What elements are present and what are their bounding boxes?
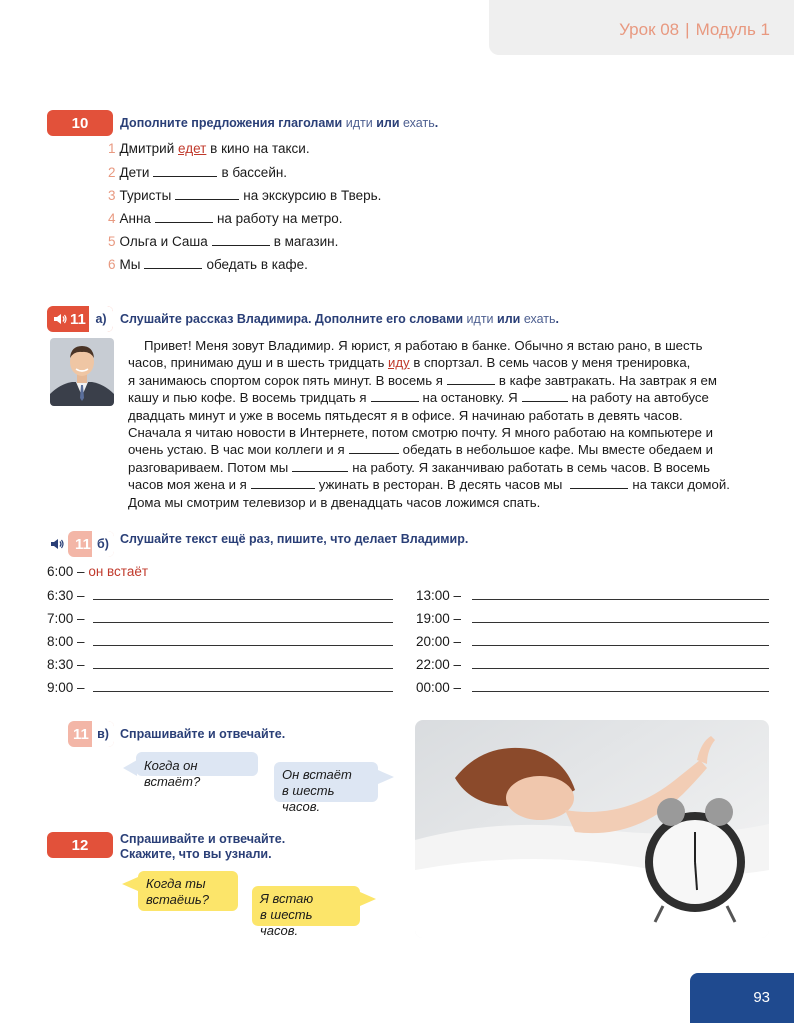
time-label: 22:00 –: [416, 657, 462, 672]
story-text-part: на работу на автобусе: [571, 390, 709, 406]
story-text-part: на остановку. Я: [422, 390, 518, 406]
bubble-text: в шесть часов.: [282, 783, 335, 814]
story-text: [128, 337, 778, 511]
time-row: [47, 610, 393, 633]
instruction-word: ехать: [523, 312, 556, 326]
exercise-11b-instruction: Слушайте текст ещё раз, пишите, что делает Владимир.: [120, 532, 469, 546]
time-label: 6:00 –: [47, 564, 85, 579]
time-label: 6:30 –: [47, 588, 85, 603]
time-label: 20:00 –: [416, 634, 462, 649]
lesson-label: Урок 08: [619, 20, 680, 39]
list-item: [108, 210, 381, 233]
question-bubble: [138, 871, 238, 911]
exercise-10-list: [108, 141, 381, 279]
instruction-text: или: [376, 116, 400, 130]
item-text: Анна: [119, 211, 151, 226]
item-number: 6: [108, 257, 116, 272]
item-text: в магазин.: [273, 234, 339, 249]
story-text-part: на работу. Я заканчиваю работать в семь часов. В восемь: [352, 459, 710, 475]
answer-line[interactable]: [93, 587, 393, 600]
bubble-text: Я встаю: [260, 891, 314, 906]
story-line: двадцать минут и уже в восемь пятьдесят я в офисе. Я начинаю работать в девять часов.: [128, 407, 683, 423]
exercise-10-instruction: [120, 116, 438, 130]
answer-bubble: [274, 762, 378, 814]
answer-bubble: [252, 886, 360, 938]
answer-line[interactable]: [472, 633, 769, 646]
list-item: [108, 233, 381, 256]
exercise-10-badge: [47, 110, 113, 136]
audio-speaker-icon[interactable]: [50, 537, 66, 551]
item-text: в кино на такси.: [210, 141, 310, 156]
time-label: 00:00 –: [416, 680, 462, 695]
subexercise-label: а): [89, 306, 113, 332]
audio-speaker-icon[interactable]: [53, 312, 67, 326]
time-label: 8:00 –: [47, 634, 85, 649]
instruction-word: идти: [345, 116, 373, 130]
exercise-11b-badge: [50, 531, 114, 557]
answer-blank[interactable]: [371, 389, 419, 402]
time-label: 8:30 –: [47, 657, 85, 672]
exercise-number: 11: [70, 310, 86, 328]
question-bubble: [136, 752, 258, 789]
item-text: в бассейн.: [221, 165, 288, 180]
instruction-text: .: [434, 116, 439, 130]
answer-blank[interactable]: [155, 210, 213, 223]
page-number-box: [690, 973, 794, 1023]
story-text-part: в спортзал. В семь часов у меня тренировка,: [413, 355, 691, 371]
exercise-number: 11: [75, 535, 91, 553]
item-number: 2: [108, 165, 116, 180]
answer-blank[interactable]: [570, 476, 628, 489]
story-text-part: часов моя жена и я: [128, 477, 247, 493]
story-text-part: разговариваем. Потом мы: [128, 459, 289, 475]
instruction-text: Дополните предложения глаголами: [120, 116, 343, 130]
item-text: Дети: [119, 165, 150, 180]
instruction-word: идти: [466, 312, 494, 326]
time-row: [47, 564, 148, 587]
bubble-tail: [378, 770, 394, 784]
bubble-text: в шесть часов.: [260, 907, 313, 938]
bubble-text: встаёшь?: [146, 892, 210, 907]
bubble-text: Когда ты: [146, 876, 206, 891]
story-text-part: ужинать в ресторан. В десять часов мы: [318, 477, 563, 493]
time-row: [47, 587, 393, 610]
answer-blank[interactable]: [447, 372, 495, 385]
story-line: Дома мы смотрим телевизор и в двенадцать часов ложимся спать.: [128, 494, 541, 510]
exercise-12-instruction: [120, 832, 285, 862]
item-text: Ольга и Саша: [119, 234, 208, 249]
answer-blank[interactable]: [251, 476, 315, 489]
alarm-clock-photo: [415, 720, 769, 938]
answer-blank[interactable]: [153, 164, 217, 177]
item-text: на экскурсию в Тверь.: [243, 188, 382, 203]
bubble-tail: [122, 877, 138, 891]
answer-blank[interactable]: [522, 389, 568, 402]
header-title: [619, 20, 770, 40]
item-number: 1: [108, 141, 116, 156]
story-text-part: часов, принимаю душ и в шесть тридцать: [128, 355, 385, 371]
time-row: [47, 656, 393, 679]
answer-blank[interactable]: [212, 233, 270, 246]
list-item: [108, 141, 381, 164]
item-number: 5: [108, 234, 116, 249]
time-row: [47, 633, 393, 656]
header-separator: |: [685, 20, 690, 39]
exercise-11a-badge: [47, 306, 113, 332]
item-text: Туристы: [119, 188, 172, 203]
time-label: 13:00 –: [416, 588, 462, 603]
story-text-part: в кафе завтракать. На завтрак я ем: [498, 372, 717, 388]
story-line: [128, 372, 778, 389]
answer-line[interactable]: [472, 679, 769, 692]
story-text-part: на такси домой.: [632, 477, 730, 493]
story-text-part: я занимаюсь спортом сорок пять минут. В восемь я: [128, 372, 443, 388]
item-text: обедать в кафе.: [206, 257, 308, 272]
page-number: 93: [753, 989, 770, 1006]
story-line: [128, 354, 778, 371]
answer-line[interactable]: [472, 610, 769, 623]
list-item: [108, 187, 381, 210]
time-row: [416, 587, 769, 610]
time-label: 9:00 –: [47, 680, 85, 695]
answer-line[interactable]: [472, 656, 769, 669]
answer-text: он встаёт: [88, 564, 149, 579]
bubble-text: Он встаёт: [282, 767, 352, 782]
exercise-number: 12: [71, 836, 89, 854]
instruction-word: ехать: [403, 116, 435, 130]
subexercise-label: б): [92, 531, 114, 557]
answer-text: едет: [178, 141, 207, 156]
answer-blank[interactable]: [292, 459, 348, 472]
time-row: [416, 633, 769, 656]
item-number: 3: [108, 188, 116, 203]
item-text: на работу на метро.: [216, 211, 343, 226]
exercise-11c-badge: [68, 721, 114, 747]
answer-line[interactable]: [472, 587, 769, 600]
answer-line[interactable]: [93, 610, 393, 623]
story-line: [128, 441, 778, 458]
answer-blank[interactable]: [349, 441, 399, 454]
story-text-part: очень устаю. В час мои коллеги и я: [128, 442, 345, 458]
exercise-number: 11: [73, 725, 89, 743]
module-label: Модуль 1: [695, 20, 770, 39]
right-time-column: [416, 587, 769, 702]
exercise-12-badge: [47, 832, 113, 858]
item-number: 4: [108, 211, 116, 226]
story-text-part: обедать в небольшое кафе. Мы вместе обедаем и: [402, 442, 713, 458]
answer-blank[interactable]: [144, 256, 202, 269]
instruction-text: Скажите, что вы узнали.: [120, 847, 272, 861]
bubble-tail: [360, 892, 376, 906]
time-row: [416, 610, 769, 633]
instruction-text: Спрашивайте и отвечайте.: [120, 832, 286, 846]
answer-line[interactable]: [93, 656, 393, 669]
subexercise-badge: [68, 531, 114, 557]
story-line: Привет! Меня зовут Владимир. Я юрист, я работаю в банке. Обычно я встаю рано, в шесть: [144, 338, 703, 353]
instruction-text: Слушайте рассказ Владимира. Дополните его словами: [120, 312, 464, 326]
story-line: [128, 459, 778, 476]
story-line: [128, 389, 778, 406]
item-text: Мы: [119, 257, 141, 272]
story-text-part: кашу и пью кофе. В восемь тридцать я: [128, 390, 367, 406]
item-text: Дмитрий: [119, 141, 175, 156]
vladimir-photo: [50, 338, 114, 406]
exercise-number: 10: [71, 114, 89, 132]
bubble-text: Когда он встаёт?: [144, 758, 201, 789]
exercise-11a-instruction: [120, 312, 559, 326]
time-row: [416, 656, 769, 679]
list-item: [108, 256, 381, 279]
answer-line[interactable]: [93, 633, 393, 646]
list-item: [108, 164, 381, 187]
time-row: [416, 679, 769, 702]
answer-blank[interactable]: [175, 187, 239, 200]
left-time-column: [47, 587, 393, 702]
instruction-text: .: [555, 312, 559, 326]
bubble-tail: [123, 760, 137, 776]
instruction-text: или: [497, 312, 521, 326]
answer-line[interactable]: [93, 679, 393, 692]
story-line: [128, 476, 778, 493]
time-row: [47, 679, 393, 702]
answer-text: иду: [388, 355, 410, 371]
time-label: 7:00 –: [47, 611, 85, 626]
subexercise-label: в): [92, 721, 114, 747]
exercise-11c-instruction: Спрашивайте и отвечайте.: [120, 727, 286, 741]
story-line: Сначала я читаю новости в Интернете, потом смотрю почту. Я много работаю на компьютере и: [128, 425, 713, 441]
time-label: 19:00 –: [416, 611, 462, 626]
